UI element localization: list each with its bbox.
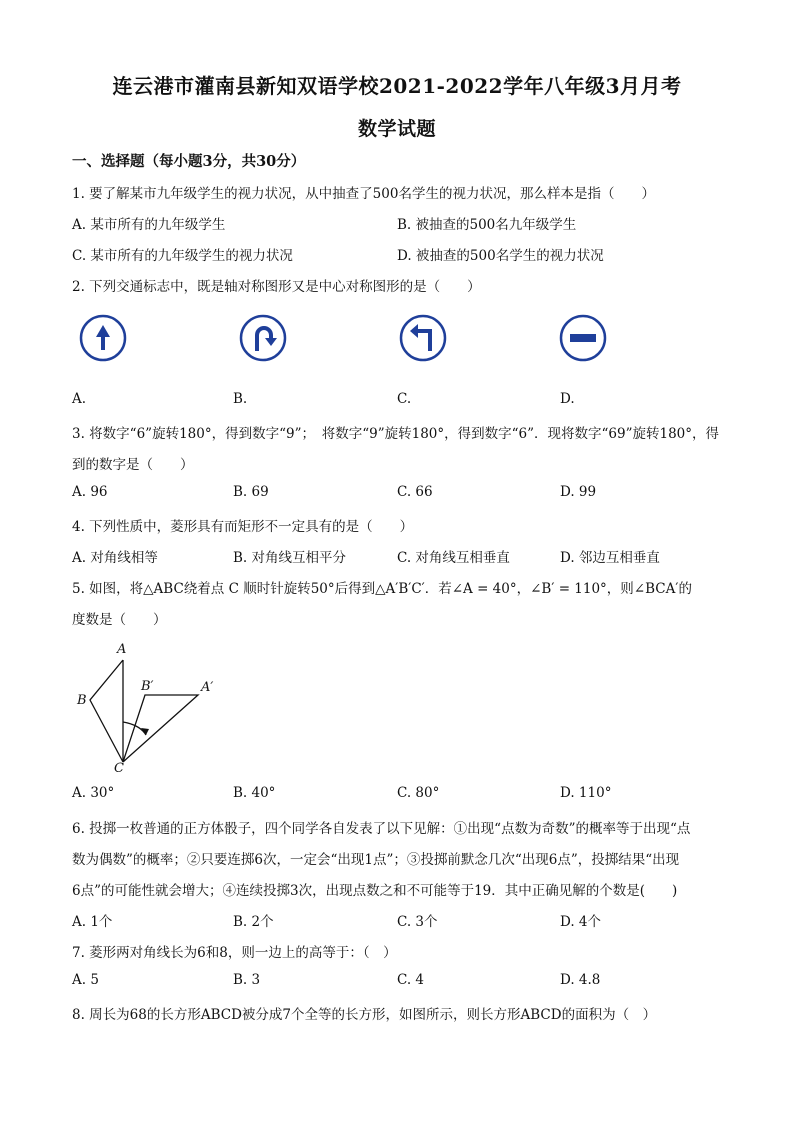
u-turn-icon: [238, 313, 288, 363]
q5-option-b: B. 40°: [233, 785, 276, 801]
section-heading: 一、选择题（每小题3分，共30分）: [72, 153, 306, 170]
q7-option-d: D. 4.8: [560, 972, 601, 988]
q4-option-c: C. 对角线互相垂直: [397, 550, 510, 566]
q3-option-a: A. 96: [72, 484, 108, 500]
q2-option-a: A.: [72, 391, 87, 407]
rotation-figure: [70, 640, 230, 775]
q3-option-c: C. 66: [397, 484, 433, 500]
q4-option-a: A. 对角线相等: [72, 550, 158, 566]
q2-option-b: B.: [233, 391, 248, 407]
q4-option-b: B. 对角线互相平分: [233, 550, 347, 566]
q3-stem-line2: 到的数字是（ ）: [72, 457, 194, 473]
arrow-up-icon: [78, 313, 128, 363]
q1-option-d: D. 被抽查的500名学生的视力状况: [397, 248, 604, 264]
q1-option-a: A. 某市所有的九年级学生: [72, 217, 226, 233]
q5-stem-line1: 5. 如图，将△ABC绕着点 C 顺时针旋转50°后得到△A′B′C′．若∠A = 40°，∠B′ = 110°，则∠BCA′的: [72, 581, 692, 597]
q6-stem-line2: 数为偶数”的概率；②只要连掷6次，一定会“出现1点”；③投掷前默念几次“出现6点”，投掷结果“出现: [72, 852, 680, 868]
q1-stem: 1. 要了解某市九年级学生的视力状况，从中抽查了500名学生的视力状况，那么样本是指（ ）: [72, 186, 655, 202]
q6-option-b: B. 2个: [233, 914, 274, 930]
q3-stem-line1: 3. 将数字“6”旋转180°，得到数字“9”； 将数字“9”旋转180°，得到数字“6”．现将数字“69”旋转180°，得: [72, 426, 720, 442]
label-a: A: [117, 642, 127, 657]
label-c: C: [114, 761, 124, 775]
q6-stem-line1: 6. 投掷一枚普通的正方体骰子，四个同学各自发表了以下见解：①出现“点数为奇数”的概率等于出现“点: [72, 821, 691, 837]
label-a-prime: A′: [201, 680, 214, 695]
q6-option-d: D. 4个: [560, 914, 602, 930]
q4-option-d: D. 邻边互相垂直: [560, 550, 660, 566]
q3-option-b: B. 69: [233, 484, 269, 500]
q4-stem: 4. 下列性质中，菱形具有而矩形不一定具有的是（ ）: [72, 519, 414, 535]
label-b: B: [77, 693, 87, 708]
turn-left-icon: [398, 313, 448, 363]
q5-option-c: C. 80°: [397, 785, 440, 801]
q7-option-a: A. 5: [72, 972, 99, 988]
q2-option-c: C.: [397, 391, 412, 407]
paper-title: 连云港市灌南县新知双语学校2021-2022学年八年级3月月考: [112, 74, 682, 98]
q5-option-a: A. 30°: [72, 785, 115, 801]
q8-stem: 8. 周长为68的长方形ABCD被分成7个全等的长方形，如图所示，则长方形ABCD的面积为（ ）: [72, 1007, 657, 1023]
no-entry-icon: [558, 313, 608, 363]
q5-stem-line2: 度数是（ ）: [72, 612, 167, 628]
q1-option-b: B. 被抽查的500名九年级学生: [397, 217, 577, 233]
q2-stem: 2. 下列交通标志中，既是轴对称图形又是中心对称图形的是（ ）: [72, 279, 481, 295]
q1-option-c: C. 某市所有的九年级学生的视力状况: [72, 248, 293, 264]
label-b-prime: B′: [141, 679, 154, 694]
q2-option-d: D.: [560, 391, 575, 407]
q7-option-c: C. 4: [397, 972, 425, 988]
paper-subtitle: 数学试题: [357, 118, 436, 140]
q7-stem: 7. 菱形两对角线长为6和8，则一边上的高等于：（ ）: [72, 945, 397, 961]
q3-option-d: D. 99: [560, 484, 597, 500]
q5-option-d: D. 110°: [560, 785, 612, 801]
q7-option-b: B. 3: [233, 972, 261, 988]
q6-option-a: A. 1个: [72, 914, 113, 930]
q6-option-c: C. 3个: [397, 914, 438, 930]
q6-stem-line3: 6点”的可能性就会增大；④连续投掷3次，出现点数之和不可能等于19．其中正确见解的个数是( ): [72, 883, 678, 899]
